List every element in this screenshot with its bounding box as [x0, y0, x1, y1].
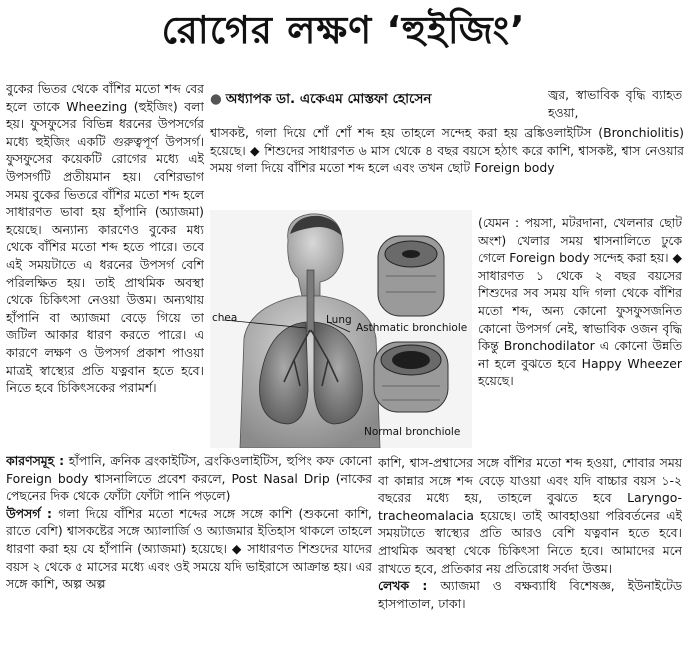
left-column [6, 80, 204, 440]
right-top-paragraph: জ্বর, স্বাভাবিক বৃদ্ধি ব্যাহত হওয়া, [548, 87, 682, 120]
causes-symptoms-block [6, 452, 372, 668]
bottom-right-paragraph: কাশি, শ্বাস-প্রশ্বাসের সঙ্গে বাঁশির মতো শব্দ হওয়া, শোবার সময় বা কান্নার সঙ্গে শব্দ বেড়ে যাওয়া এবং যদি বাচ্চার বয়স ১-২ বছরের মধ্যে হয়, তাহলে বুঝতে হবে Laryngo-tracheomalacia হয়েছে। তাই আবহাওয়া পরিবর্তনের এই সময়টাতে স্বাস্থ্যের প্রতি আরও বেশি যত্নবান হতে হবে। প্রাথমিক অবস্থা থেকে চিকিৎসা নিতে হবে। আমাদের মনে রাখতে হবে, প্রতিকার নয় প্রতিরোধ সর্বদা উত্তম। [378, 455, 682, 576]
lung-label: Lung [326, 314, 352, 326]
byline [210, 88, 540, 111]
middle-paragraph: শ্বাসকষ্ট, গলা দিয়ে শোঁ শোঁ শব্দ হয় তাহলে সন্দেহ করা হয় ব্রঙ্কিওলাইটিস (Bronchiolitis) হয়েছে। ◆ শিশুদের সাধারণত ৬ মাস থেকে ৪ বছর বয়সে হঠাৎ করে কাশি, শ্বাসকষ্ট, শ্বাস নেওয়ার সময় গলা দিয়ে বাঁশির মতো শব্দ হলে এবং তখন ছোট Foreign body [210, 125, 684, 176]
intro-paragraph: বুকের ভিতর থেকে বাঁশির মতো শব্দ বের হলে তাকে Wheezing (হুইজিং) বলা হয়। ফুসফুসের বিভিন্ন ধরনের উপসর্গের মধ্যে হুইজিং একটি গুরুত্বপূর্ণ উপসর্গ। ফুসফুসের কয়েকটি রোগের মধ্যে এই উপসর্গটি প্রতীয়মান হয়। বেশিরভাগ সময় বুকের ভিতরে বাঁশির মতো শব্দ হলে সাধারণত ভাবা হয় হাঁপানি (অ্যাজমা) হয়েছে। অন্যান্য কারণেও বুকের মধ্য থেকে বাঁশির মতো শব্দ হতে পারে। তবে এই সময়টাতে এ ধরনের উপসর্গ বেশি পরিলক্ষিত হয়। তাই প্রাথমিক অবস্থা থেকে চিকিৎসা নেওয়া উত্তম। অন্যথায় হাঁপানি বা অ্যাজমা বেড়ে গিয়ে তা জটিল আকার ধারণ করতে পারে। এ কারণে লক্ষণ ও উপসর্গ প্রকাশ পাওয়া মাত্রই স্বাস্থ্যের প্রতি যত্নবান হতে হবে। নিতে হবে চিকিৎসকের পরামর্শ। [6, 81, 204, 396]
right-column-paragraph: (যেমন : পয়সা, মটরদানা, খেলনার ছোট অংশ) খেলার সময় শ্বাসনালিতে ঢুকে গেলে Foreign body সন্দেহ করা হয়। ◆ সাধারণত ১ থেকে ২ বছর বয়সের শিশুদের সব সময় যদি গলা থেকে বাঁশির মতো শব্দ, অন্য কোনো ফুসফুসজনিত কোনো উপসর্গ নেই, স্বাভাবিক ওজন বৃদ্ধি কিন্তু Bronchodilator এ কোনো উন্নতি না হলে বুঝতে হবে Happy Wheezer হয়েছে। [478, 215, 682, 389]
author-paragraph [378, 577, 682, 612]
author-text: অ্যাজমা ও বক্ষব্যাধি বিশেষজ্ঞ, ইউনাইটেড হাসপাতাল, ঢাকা। [378, 578, 682, 611]
bullet-icon: ● [210, 91, 222, 107]
bottom-right-block [378, 454, 682, 668]
headline: রোগের লক্ষণ ‘হুইজিং’ [161, 8, 526, 52]
asthmatic-bronchiole-label: Asthmatic bronchiole [356, 322, 468, 334]
right-column [478, 214, 682, 450]
right-top-text [548, 86, 682, 124]
normal-bronchiole-label: Normal bronchiole [364, 426, 461, 438]
causes-paragraph [6, 452, 372, 505]
causes-text: হাঁপানি, ক্রনিক ব্রংকাইটিস, ব্রংকিওলাইটিস, হুপিং কফ কোনো Foreign body শ্বাসনালিতে প্রবেশ করলে, Post Nasal Drip (নাকের পেছনের দিক থেকে ফোঁটা ফোঁটা পানি পড়লে) [6, 453, 372, 504]
middle-block [210, 124, 684, 212]
symptoms-heading: উপসর্গ : [6, 505, 52, 521]
causes-heading: কারণসমূহ : [6, 453, 65, 468]
author-heading: লেখক : [378, 578, 428, 594]
lung-illustration [210, 210, 472, 448]
symptoms-text: গলা দিয়ে বাঁশির মতো শব্দের সঙ্গে সঙ্গে কাশি (শুকনো কাশি, রাতে বেশি) শ্বাসকষ্টের সঙ্গে অ্যালার্জি ও অ্যাজমার ইতিহাস থাকলে তাহলে ধারণা করা হয় যে হাঁপানি (অ্যাজমা) হয়েছে। ◆ সাধারণত শিশুদের যাদের বয়স ২ থেকে ৫ মাসের মধ্যে এবং ওই সময়ে যদি ভাইরাসে আক্রান্ত হয়। এর সঙ্গে কাশি, অল্প অল্প [6, 505, 372, 592]
symptoms-paragraph [6, 505, 372, 593]
trachea-label: chea [212, 312, 238, 324]
byline-text: অধ্যাপক ডা. একেএম মোস্তফা হোসেন [225, 91, 432, 107]
